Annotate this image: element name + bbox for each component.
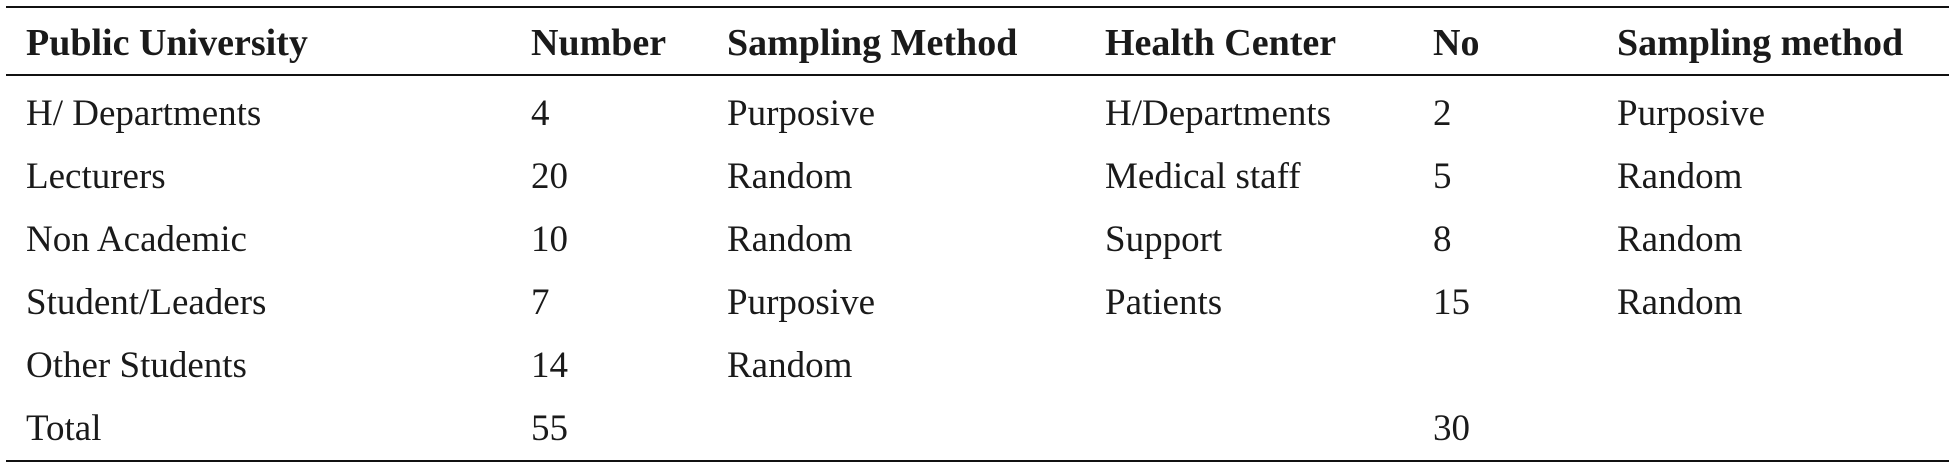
table-row <box>6 75 1949 145</box>
header-sampling-method-health: Sampling method <box>1617 22 1904 64</box>
table-row <box>6 208 1949 271</box>
table-cell <box>707 397 1085 461</box>
table-cell: Random <box>727 156 853 197</box>
table-cell: H/ Departments <box>26 93 262 134</box>
total-row <box>6 397 1949 461</box>
table-cell: Patients <box>1105 282 1223 323</box>
table-cell: H/Departments <box>1105 93 1332 134</box>
table-cell: 2 <box>1433 93 1452 134</box>
table-cell: Random <box>1617 282 1743 323</box>
table-cell: 8 <box>1433 219 1452 260</box>
header-sampling-method-university: Sampling Method <box>727 22 1018 64</box>
table-cell: 55 <box>531 408 568 449</box>
table-row <box>6 145 1949 208</box>
table-cell: Support <box>1105 219 1223 260</box>
sample-table <box>6 6 1949 462</box>
header-no: No <box>1433 22 1480 64</box>
table-cell: Other Students <box>26 345 247 386</box>
table-cell: Purposive <box>1617 93 1765 134</box>
table-cell: Random <box>727 219 853 260</box>
table-cell: 7 <box>531 282 550 323</box>
header-number: Number <box>531 22 667 64</box>
table-cell: Student/Leaders <box>26 282 267 323</box>
table-body <box>6 75 1949 461</box>
header-public-university: Public University <box>26 22 308 64</box>
table-cell: Random <box>1617 219 1743 260</box>
table-cell: 15 <box>1433 282 1470 323</box>
table-row <box>6 271 1949 334</box>
table-cell: Non Academic <box>26 219 247 260</box>
table-cell: 10 <box>531 219 568 260</box>
table-cell <box>1085 397 1413 461</box>
table-cell <box>1597 334 1949 397</box>
table-cell: 30 <box>1433 408 1470 449</box>
header-row <box>6 7 1949 75</box>
table-cell: Total <box>26 408 102 449</box>
table-cell <box>1597 397 1949 461</box>
table-cell: Lecturers <box>26 156 166 197</box>
table-cell <box>1413 334 1597 397</box>
table-row <box>6 334 1949 397</box>
table-cell <box>1085 334 1413 397</box>
table-cell: Purposive <box>727 282 875 323</box>
table-cell: 14 <box>531 345 568 386</box>
table-cell: Medical staff <box>1105 156 1301 197</box>
table-cell: Random <box>1617 156 1743 197</box>
table-cell: Purposive <box>727 93 875 134</box>
table-header <box>6 7 1949 75</box>
header-health-center: Health Center <box>1105 22 1337 64</box>
table-cell: Random <box>727 345 853 386</box>
table-cell: 4 <box>531 93 550 134</box>
table-cell: 20 <box>531 156 568 197</box>
table-cell: 5 <box>1433 156 1452 197</box>
